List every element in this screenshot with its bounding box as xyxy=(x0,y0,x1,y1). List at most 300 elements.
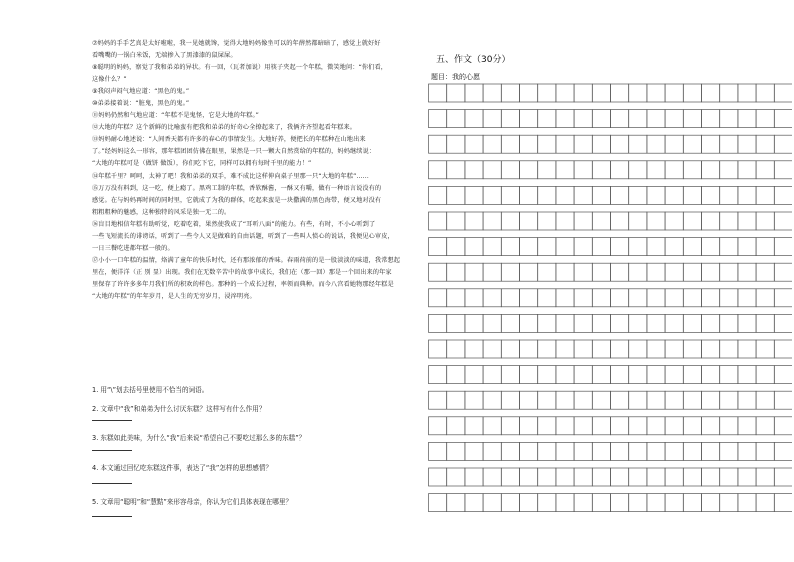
grid-cell[interactable] xyxy=(647,161,665,179)
grid-cell[interactable] xyxy=(501,110,519,128)
grid-cell[interactable] xyxy=(683,391,701,409)
grid-cell[interactable] xyxy=(538,417,556,435)
grid-cell[interactable] xyxy=(483,212,501,230)
grid-cell[interactable] xyxy=(447,263,465,281)
grid-cell[interactable] xyxy=(774,494,792,512)
grid-cell[interactable] xyxy=(774,186,792,204)
grid-cell[interactable] xyxy=(538,186,556,204)
grid-cell[interactable] xyxy=(683,417,701,435)
grid-cell[interactable] xyxy=(683,340,701,358)
grid-cell[interactable] xyxy=(683,238,701,256)
grid-cell[interactable] xyxy=(702,212,720,230)
grid-cell[interactable] xyxy=(647,110,665,128)
grid-cell[interactable] xyxy=(756,238,774,256)
grid-cell[interactable] xyxy=(647,442,665,460)
grid-cell[interactable] xyxy=(611,417,629,435)
grid-cell[interactable] xyxy=(683,263,701,281)
grid-cell[interactable] xyxy=(465,186,483,204)
grid-cell[interactable] xyxy=(647,263,665,281)
grid-cell[interactable] xyxy=(447,314,465,332)
grid-cell[interactable] xyxy=(702,391,720,409)
grid-cell[interactable] xyxy=(592,391,610,409)
grid-cell[interactable] xyxy=(520,494,538,512)
grid-cell[interactable] xyxy=(629,314,647,332)
grid-cell[interactable] xyxy=(738,84,756,102)
grid-cell[interactable] xyxy=(702,263,720,281)
grid-cell[interactable] xyxy=(520,263,538,281)
grid-cell[interactable] xyxy=(429,161,447,179)
grid-cell[interactable] xyxy=(738,340,756,358)
grid-cell[interactable] xyxy=(665,391,683,409)
grid-cell[interactable] xyxy=(720,289,738,307)
grid-cell[interactable] xyxy=(465,135,483,153)
grid-cell[interactable] xyxy=(738,391,756,409)
grid-cell[interactable] xyxy=(574,366,592,384)
grid-cell[interactable] xyxy=(774,110,792,128)
grid-cell[interactable] xyxy=(574,161,592,179)
grid-cell[interactable] xyxy=(702,340,720,358)
grid-cell[interactable] xyxy=(683,161,701,179)
grid-cell[interactable] xyxy=(611,238,629,256)
grid-cell[interactable] xyxy=(592,263,610,281)
grid-cell[interactable] xyxy=(501,314,519,332)
grid-cell[interactable] xyxy=(429,494,447,512)
grid-cell[interactable] xyxy=(738,442,756,460)
grid-cell[interactable] xyxy=(629,468,647,486)
grid-cell[interactable] xyxy=(483,110,501,128)
grid-cell[interactable] xyxy=(629,135,647,153)
grid-cell[interactable] xyxy=(574,238,592,256)
grid-cell[interactable] xyxy=(665,468,683,486)
grid-cell[interactable] xyxy=(501,212,519,230)
grid-cell[interactable] xyxy=(520,238,538,256)
grid-cell[interactable] xyxy=(702,84,720,102)
grid-cell[interactable] xyxy=(574,442,592,460)
grid-cell[interactable] xyxy=(574,391,592,409)
grid-cell[interactable] xyxy=(574,212,592,230)
grid-cell[interactable] xyxy=(556,314,574,332)
grid-cell[interactable] xyxy=(429,238,447,256)
grid-cell[interactable] xyxy=(483,494,501,512)
grid-cell[interactable] xyxy=(556,494,574,512)
grid-cell[interactable] xyxy=(647,468,665,486)
grid-cell[interactable] xyxy=(429,340,447,358)
grid-cell[interactable] xyxy=(611,468,629,486)
grid-cell[interactable] xyxy=(574,494,592,512)
grid-cell[interactable] xyxy=(720,417,738,435)
grid-cell[interactable] xyxy=(629,110,647,128)
grid-cell[interactable] xyxy=(720,314,738,332)
grid-cell[interactable] xyxy=(429,212,447,230)
grid-cell[interactable] xyxy=(774,391,792,409)
grid-cell[interactable] xyxy=(756,186,774,204)
grid-cell[interactable] xyxy=(465,314,483,332)
grid-cell[interactable] xyxy=(556,212,574,230)
grid-cell[interactable] xyxy=(647,212,665,230)
grid-cell[interactable] xyxy=(647,238,665,256)
grid-cell[interactable] xyxy=(702,289,720,307)
grid-cell[interactable] xyxy=(429,186,447,204)
grid-cell[interactable] xyxy=(720,366,738,384)
grid-cell[interactable] xyxy=(501,494,519,512)
grid-cell[interactable] xyxy=(447,417,465,435)
grid-cell[interactable] xyxy=(665,442,683,460)
grid-cell[interactable] xyxy=(629,289,647,307)
grid-cell[interactable] xyxy=(465,391,483,409)
grid-cell[interactable] xyxy=(465,161,483,179)
grid-cell[interactable] xyxy=(774,263,792,281)
grid-cell[interactable] xyxy=(574,289,592,307)
grid-cell[interactable] xyxy=(447,289,465,307)
grid-cell[interactable] xyxy=(774,468,792,486)
grid-cell[interactable] xyxy=(592,340,610,358)
grid-cell[interactable] xyxy=(611,494,629,512)
grid-cell[interactable] xyxy=(520,135,538,153)
grid-cell[interactable] xyxy=(629,391,647,409)
grid-cell[interactable] xyxy=(738,186,756,204)
grid-cell[interactable] xyxy=(465,84,483,102)
grid-cell[interactable] xyxy=(501,366,519,384)
grid-cell[interactable] xyxy=(702,314,720,332)
grid-cell[interactable] xyxy=(447,340,465,358)
grid-cell[interactable] xyxy=(520,442,538,460)
grid-cell[interactable] xyxy=(665,340,683,358)
grid-cell[interactable] xyxy=(738,110,756,128)
grid-cell[interactable] xyxy=(720,238,738,256)
grid-cell[interactable] xyxy=(538,135,556,153)
grid-cell[interactable] xyxy=(501,263,519,281)
grid-cell[interactable] xyxy=(665,186,683,204)
grid-cell[interactable] xyxy=(756,391,774,409)
grid-cell[interactable] xyxy=(611,391,629,409)
grid-cell[interactable] xyxy=(702,468,720,486)
grid-cell[interactable] xyxy=(483,238,501,256)
grid-cell[interactable] xyxy=(611,110,629,128)
grid-cell[interactable] xyxy=(592,84,610,102)
grid-cell[interactable] xyxy=(574,417,592,435)
grid-cell[interactable] xyxy=(483,442,501,460)
grid-cell[interactable] xyxy=(447,494,465,512)
grid-cell[interactable] xyxy=(756,340,774,358)
grid-cell[interactable] xyxy=(611,314,629,332)
grid-cell[interactable] xyxy=(774,238,792,256)
grid-cell[interactable] xyxy=(447,366,465,384)
grid-cell[interactable] xyxy=(538,238,556,256)
grid-cell[interactable] xyxy=(611,212,629,230)
grid-cell[interactable] xyxy=(592,212,610,230)
grid-cell[interactable] xyxy=(429,366,447,384)
grid-cell[interactable] xyxy=(592,186,610,204)
grid-cell[interactable] xyxy=(574,135,592,153)
grid-cell[interactable] xyxy=(738,417,756,435)
grid-cell[interactable] xyxy=(574,110,592,128)
grid-cell[interactable] xyxy=(647,366,665,384)
grid-cell[interactable] xyxy=(447,84,465,102)
grid-cell[interactable] xyxy=(756,442,774,460)
grid-cell[interactable] xyxy=(665,263,683,281)
grid-cell[interactable] xyxy=(501,340,519,358)
grid-cell[interactable] xyxy=(647,84,665,102)
grid-cell[interactable] xyxy=(447,110,465,128)
grid-cell[interactable] xyxy=(538,161,556,179)
grid-cell[interactable] xyxy=(483,84,501,102)
grid-cell[interactable] xyxy=(501,417,519,435)
writing-grid[interactable] xyxy=(428,83,792,523)
grid-cell[interactable] xyxy=(665,212,683,230)
grid-cell[interactable] xyxy=(647,417,665,435)
grid-cell[interactable] xyxy=(556,442,574,460)
grid-cell[interactable] xyxy=(665,84,683,102)
grid-cell[interactable] xyxy=(483,340,501,358)
grid-cell[interactable] xyxy=(538,468,556,486)
grid-cell[interactable] xyxy=(629,494,647,512)
grid-cell[interactable] xyxy=(647,494,665,512)
grid-cell[interactable] xyxy=(520,186,538,204)
grid-cell[interactable] xyxy=(611,135,629,153)
grid-cell[interactable] xyxy=(538,391,556,409)
grid-cell[interactable] xyxy=(520,110,538,128)
grid-cell[interactable] xyxy=(611,84,629,102)
grid-cell[interactable] xyxy=(592,494,610,512)
grid-cell[interactable] xyxy=(465,289,483,307)
grid-cell[interactable] xyxy=(738,366,756,384)
grid-cell[interactable] xyxy=(447,161,465,179)
grid-cell[interactable] xyxy=(592,417,610,435)
grid-cell[interactable] xyxy=(592,314,610,332)
grid-cell[interactable] xyxy=(592,442,610,460)
answer-line[interactable] xyxy=(92,516,132,517)
grid-cell[interactable] xyxy=(683,289,701,307)
grid-cell[interactable] xyxy=(465,238,483,256)
grid-cell[interactable] xyxy=(429,289,447,307)
grid-cell[interactable] xyxy=(574,340,592,358)
grid-cell[interactable] xyxy=(647,186,665,204)
grid-cell[interactable] xyxy=(611,161,629,179)
grid-cell[interactable] xyxy=(720,186,738,204)
grid-cell[interactable] xyxy=(501,468,519,486)
grid-cell[interactable] xyxy=(774,161,792,179)
grid-cell[interactable] xyxy=(683,314,701,332)
grid-cell[interactable] xyxy=(756,135,774,153)
grid-cell[interactable] xyxy=(483,468,501,486)
grid-cell[interactable] xyxy=(629,366,647,384)
grid-cell[interactable] xyxy=(665,494,683,512)
grid-cell[interactable] xyxy=(611,186,629,204)
grid-cell[interactable] xyxy=(447,212,465,230)
grid-cell[interactable] xyxy=(556,263,574,281)
grid-cell[interactable] xyxy=(629,417,647,435)
grid-cell[interactable] xyxy=(501,186,519,204)
grid-cell[interactable] xyxy=(720,212,738,230)
grid-cell[interactable] xyxy=(774,289,792,307)
grid-cell[interactable] xyxy=(702,417,720,435)
grid-cell[interactable] xyxy=(629,212,647,230)
grid-cell[interactable] xyxy=(483,417,501,435)
grid-cell[interactable] xyxy=(647,314,665,332)
grid-cell[interactable] xyxy=(556,366,574,384)
grid-cell[interactable] xyxy=(665,110,683,128)
grid-cell[interactable] xyxy=(738,263,756,281)
grid-cell[interactable] xyxy=(720,161,738,179)
grid-cell[interactable] xyxy=(574,263,592,281)
grid-cell[interactable] xyxy=(683,442,701,460)
grid-cell[interactable] xyxy=(702,238,720,256)
grid-cell[interactable] xyxy=(738,161,756,179)
grid-cell[interactable] xyxy=(702,161,720,179)
grid-cell[interactable] xyxy=(774,417,792,435)
grid-cell[interactable] xyxy=(447,442,465,460)
grid-cell[interactable] xyxy=(483,263,501,281)
grid-cell[interactable] xyxy=(720,340,738,358)
grid-cell[interactable] xyxy=(538,314,556,332)
grid-cell[interactable] xyxy=(556,391,574,409)
grid-cell[interactable] xyxy=(447,238,465,256)
grid-cell[interactable] xyxy=(720,135,738,153)
grid-cell[interactable] xyxy=(574,468,592,486)
grid-cell[interactable] xyxy=(592,161,610,179)
grid-cell[interactable] xyxy=(520,391,538,409)
grid-cell[interactable] xyxy=(756,110,774,128)
grid-cell[interactable] xyxy=(520,417,538,435)
grid-cell[interactable] xyxy=(556,340,574,358)
grid-cell[interactable] xyxy=(483,391,501,409)
grid-cell[interactable] xyxy=(538,110,556,128)
grid-cell[interactable] xyxy=(592,135,610,153)
grid-cell[interactable] xyxy=(556,238,574,256)
grid-cell[interactable] xyxy=(592,110,610,128)
grid-cell[interactable] xyxy=(774,366,792,384)
grid-cell[interactable] xyxy=(574,84,592,102)
grid-cell[interactable] xyxy=(738,468,756,486)
grid-cell[interactable] xyxy=(756,468,774,486)
grid-cell[interactable] xyxy=(592,289,610,307)
grid-cell[interactable] xyxy=(774,340,792,358)
grid-cell[interactable] xyxy=(756,84,774,102)
grid-cell[interactable] xyxy=(756,494,774,512)
grid-cell[interactable] xyxy=(556,468,574,486)
grid-cell[interactable] xyxy=(501,391,519,409)
grid-cell[interactable] xyxy=(683,212,701,230)
grid-cell[interactable] xyxy=(702,186,720,204)
grid-cell[interactable] xyxy=(447,391,465,409)
grid-cell[interactable] xyxy=(483,161,501,179)
grid-cell[interactable] xyxy=(702,135,720,153)
grid-cell[interactable] xyxy=(756,366,774,384)
grid-cell[interactable] xyxy=(756,161,774,179)
grid-cell[interactable] xyxy=(720,110,738,128)
grid-cell[interactable] xyxy=(774,442,792,460)
grid-cell[interactable] xyxy=(538,84,556,102)
grid-cell[interactable] xyxy=(538,366,556,384)
grid-cell[interactable] xyxy=(483,186,501,204)
grid-cell[interactable] xyxy=(556,110,574,128)
grid-cell[interactable] xyxy=(574,186,592,204)
grid-cell[interactable] xyxy=(556,135,574,153)
answer-line[interactable] xyxy=(92,420,132,421)
grid-cell[interactable] xyxy=(447,186,465,204)
grid-cell[interactable] xyxy=(483,314,501,332)
grid-cell[interactable] xyxy=(629,161,647,179)
grid-cell[interactable] xyxy=(629,186,647,204)
grid-cell[interactable] xyxy=(520,84,538,102)
grid-cell[interactable] xyxy=(683,366,701,384)
grid-cell[interactable] xyxy=(501,238,519,256)
grid-cell[interactable] xyxy=(720,84,738,102)
grid-cell[interactable] xyxy=(465,494,483,512)
grid-cell[interactable] xyxy=(738,135,756,153)
grid-cell[interactable] xyxy=(483,135,501,153)
grid-cell[interactable] xyxy=(774,135,792,153)
grid-cell[interactable] xyxy=(556,289,574,307)
grid-cell[interactable] xyxy=(720,494,738,512)
grid-cell[interactable] xyxy=(738,212,756,230)
answer-line[interactable] xyxy=(92,483,132,484)
answer-line[interactable] xyxy=(92,450,132,451)
grid-cell[interactable] xyxy=(756,263,774,281)
grid-cell[interactable] xyxy=(520,289,538,307)
grid-cell[interactable] xyxy=(592,468,610,486)
grid-cell[interactable] xyxy=(774,212,792,230)
grid-cell[interactable] xyxy=(429,84,447,102)
grid-cell[interactable] xyxy=(756,212,774,230)
grid-cell[interactable] xyxy=(538,442,556,460)
grid-cell[interactable] xyxy=(629,263,647,281)
grid-cell[interactable] xyxy=(629,340,647,358)
grid-cell[interactable] xyxy=(429,135,447,153)
grid-cell[interactable] xyxy=(429,314,447,332)
grid-cell[interactable] xyxy=(429,391,447,409)
grid-cell[interactable] xyxy=(665,417,683,435)
grid-cell[interactable] xyxy=(665,238,683,256)
grid-cell[interactable] xyxy=(447,135,465,153)
grid-cell[interactable] xyxy=(483,366,501,384)
grid-cell[interactable] xyxy=(738,238,756,256)
grid-cell[interactable] xyxy=(520,340,538,358)
grid-cell[interactable] xyxy=(538,289,556,307)
grid-cell[interactable] xyxy=(611,366,629,384)
grid-cell[interactable] xyxy=(538,340,556,358)
grid-cell[interactable] xyxy=(647,289,665,307)
grid-cell[interactable] xyxy=(520,366,538,384)
grid-cell[interactable] xyxy=(501,135,519,153)
grid-cell[interactable] xyxy=(629,442,647,460)
grid-cell[interactable] xyxy=(538,212,556,230)
grid-cell[interactable] xyxy=(465,212,483,230)
grid-cell[interactable] xyxy=(429,442,447,460)
grid-cell[interactable] xyxy=(465,263,483,281)
grid-cell[interactable] xyxy=(756,417,774,435)
grid-cell[interactable] xyxy=(611,340,629,358)
grid-cell[interactable] xyxy=(520,314,538,332)
grid-cell[interactable] xyxy=(556,84,574,102)
grid-cell[interactable] xyxy=(429,417,447,435)
grid-cell[interactable] xyxy=(465,366,483,384)
grid-cell[interactable] xyxy=(738,314,756,332)
grid-cell[interactable] xyxy=(592,238,610,256)
grid-cell[interactable] xyxy=(756,314,774,332)
grid-cell[interactable] xyxy=(574,314,592,332)
grid-cell[interactable] xyxy=(756,289,774,307)
grid-cell[interactable] xyxy=(774,314,792,332)
grid-cell[interactable] xyxy=(556,186,574,204)
grid-cell[interactable] xyxy=(647,135,665,153)
grid-cell[interactable] xyxy=(611,263,629,281)
grid-cell[interactable] xyxy=(720,442,738,460)
grid-cell[interactable] xyxy=(520,161,538,179)
grid-cell[interactable] xyxy=(538,494,556,512)
grid-cell[interactable] xyxy=(720,263,738,281)
grid-cell[interactable] xyxy=(647,391,665,409)
